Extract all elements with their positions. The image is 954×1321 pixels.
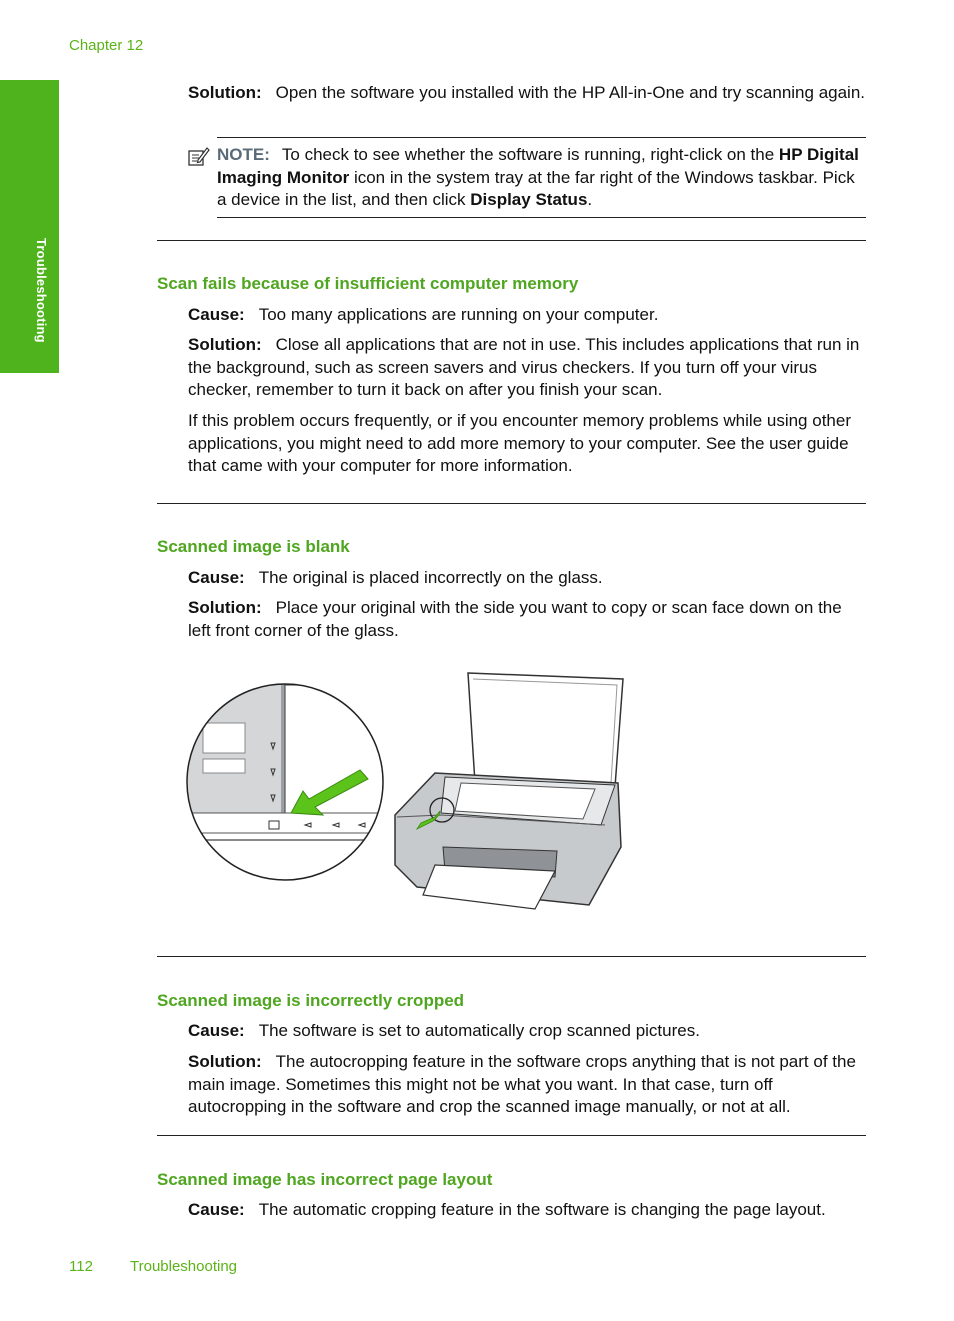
solution-label: Solution:	[188, 83, 262, 102]
note-bold-1: HP Digital Imaging Monitor	[217, 145, 859, 187]
note-label: NOTE:	[217, 145, 270, 164]
note-bottom-rule	[217, 217, 866, 218]
cause-label: Cause:	[188, 568, 245, 587]
cause-paragraph	[188, 1020, 868, 1043]
cause-paragraph	[188, 304, 868, 327]
solution-paragraph	[188, 597, 868, 642]
zoom-detail	[185, 665, 405, 905]
printer-drawing	[395, 673, 623, 909]
cause-label: Cause:	[188, 1021, 245, 1040]
solution-label: Solution:	[188, 1052, 262, 1071]
cause-label: Cause:	[188, 1200, 245, 1219]
solution-paragraph	[188, 334, 868, 402]
cause-text: The original is placed incorrectly on the glass.	[258, 568, 603, 587]
section-title: Scan fails because of insufficient computer memory	[157, 274, 579, 293]
solution-text: Place your original with the side you want to copy or scan face down on the left front corner of the glass.	[188, 598, 842, 640]
footer-section: Troubleshooting	[130, 1258, 238, 1275]
chapter-header: Chapter 12	[69, 37, 144, 54]
cause-paragraph	[188, 1199, 878, 1222]
cause-text: The automatic cropping feature in the software is changing the page layout.	[258, 1200, 826, 1219]
solution-text: The autocropping feature in the software crops anything that is not part of the main image. Sometimes this might not be what you want. In that case, turn off autocropping in the software and crop the scanned image manually, or not at all.	[188, 1052, 856, 1116]
scanner-illustration	[185, 665, 630, 915]
cause-text: Too many applications are running on your computer.	[258, 305, 659, 324]
section-divider	[157, 956, 866, 957]
note-icon	[188, 146, 210, 173]
solution-text: Close all applications that are not in use. This includes applications that run in the background, such as screen savers and virus checkers. If you turn off your virus checker, remember to turn it back on after you finish your scan.	[188, 335, 860, 399]
note-top-rule	[217, 137, 866, 138]
note-text	[217, 144, 867, 212]
side-tab	[0, 80, 59, 373]
extra-paragraph: If this problem occurs frequently, or if you encounter memory problems while using other applications, you might need to add more memory to your computer. See the user guide that came with your computer for more information.	[188, 411, 851, 475]
side-tab-label: Troubleshooting	[34, 238, 49, 343]
note-text-3: .	[587, 190, 593, 209]
section-divider	[157, 503, 866, 504]
note-bold-2: Display Status	[470, 190, 588, 209]
intro-solution	[188, 82, 868, 105]
section-title: Scanned image is incorrectly cropped	[157, 991, 465, 1010]
solution-label: Solution:	[188, 598, 262, 617]
section-title: Scanned image has incorrect page layout	[157, 1170, 493, 1189]
note-text-2: icon in the system tray at the far right of the Windows taskbar. Pick a device in the list, and then click	[217, 167, 855, 209]
cause-label: Cause:	[188, 305, 245, 324]
solution-paragraph	[188, 1051, 868, 1119]
note-text-1: To check to see whether the software is running, right-click on the	[281, 145, 779, 164]
section-divider	[157, 1135, 866, 1136]
solution-text: Open the software you installed with the HP All-in-One and try scanning again.	[275, 83, 866, 102]
section-divider	[157, 240, 866, 241]
page-number: 112	[69, 1258, 93, 1275]
cause-paragraph	[188, 567, 868, 590]
solution-label: Solution:	[188, 335, 262, 354]
section-title: Scanned image is blank	[157, 537, 350, 556]
cause-text: The software is set to automatically crop scanned pictures.	[258, 1021, 700, 1040]
